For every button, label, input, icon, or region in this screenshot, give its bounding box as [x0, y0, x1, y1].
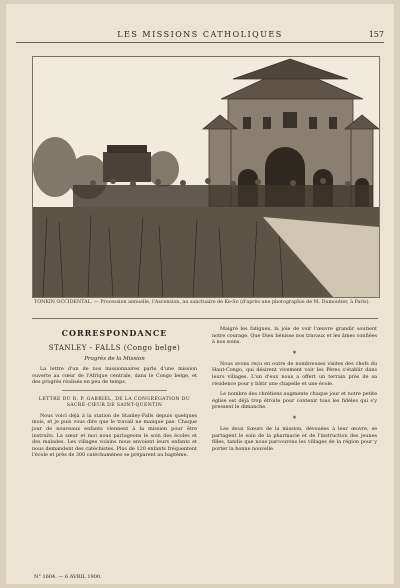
page — [6, 4, 394, 584]
right-paragraph-1: Nous avons reçu en outre de nombreuses visites des chefs du Haut-Congo, qui désirent vivement voir les Pères s'établir dans leurs villages. L'un d'eux nous a offert un terrain près de sa résidence pour y bâtir une chapelle et une école. — [212, 360, 377, 387]
letter-heading: LETTRE DU R. P. GABRIEL, DE LA CONGRÉGATION DU SACRÉ-CŒUR DE SAINT-QUENTIN — [38, 396, 191, 408]
divider — [62, 390, 167, 391]
engraving-drawing — [33, 57, 379, 297]
running-head: LES MISSIONS CATHOLIQUES — [117, 30, 283, 39]
place-title: STANLEY - FALLS (Congo belge) — [48, 344, 181, 352]
article-subhead: Progrès de la Mission — [84, 356, 145, 362]
page-header — [16, 30, 384, 43]
right-paragraph-2: Le nombre des chrétiens augmente chaque jour et notre petite église est déjà trop étroite pour contenir tous les fidèles qui s'y pressent le dimanche. — [212, 391, 377, 411]
engraving-illustration — [32, 56, 380, 298]
section-title: CORRESPONDANCE — [61, 328, 168, 338]
intro-paragraph: La lettre d'un de nos missionnaires parle d'une mission ouverte au cœur de l'Afrique centrale, dans le Congo belge, et des progrès réalisés en peu de temps. — [32, 366, 197, 386]
right-paragraph-3: Les deux Sœurs de la mission, dévouées à leur œuvre, se partagent le soin de la pharmacie et de l'instruction des jeunes filles, tandis que nous parcourons les villages de la région pour y porter la bonne nouvelle. — [212, 425, 377, 452]
right-paragraph-top: Malgré les fatigues, la joie de voir l'œuvre grandir soutient notre courage. Que Dieu bénisse nos travaux et les âmes confiées à nos soins. — [212, 326, 377, 346]
asterisk-separator: * — [292, 349, 297, 358]
issue-reference: N° 1604. — 6 AVRIL 1900. — [34, 574, 102, 580]
right-column — [212, 326, 377, 456]
page-number: 157 — [368, 30, 384, 39]
letter-paragraph: Nous voici déjà à la station de Stanley-Falls depuis quelques mois, et je puis vous dire que le travail ne manque pas. Chaque jour de nouveaux enfants viennent à la mission pour être instruits. La sœur et moi nous partageons le soin des écoles et des malades. Les villages voisins nous envoient leurs enfants et nous demandent des catéchistes. Plus de 120 enfants fréquentent l'école et près de 300 catéchumènes se préparent au baptême. — [32, 412, 197, 459]
asterisk-separator-2: * — [292, 414, 297, 423]
section-divider — [32, 318, 378, 319]
left-column — [32, 326, 197, 463]
illustration-caption: TONKIN OCCIDENTAL. — Procession annuelle, l'Ascension, au sanctuaire de Ke-So (d'après une photographie de M. Dumoutier, à Paris). — [34, 300, 371, 305]
